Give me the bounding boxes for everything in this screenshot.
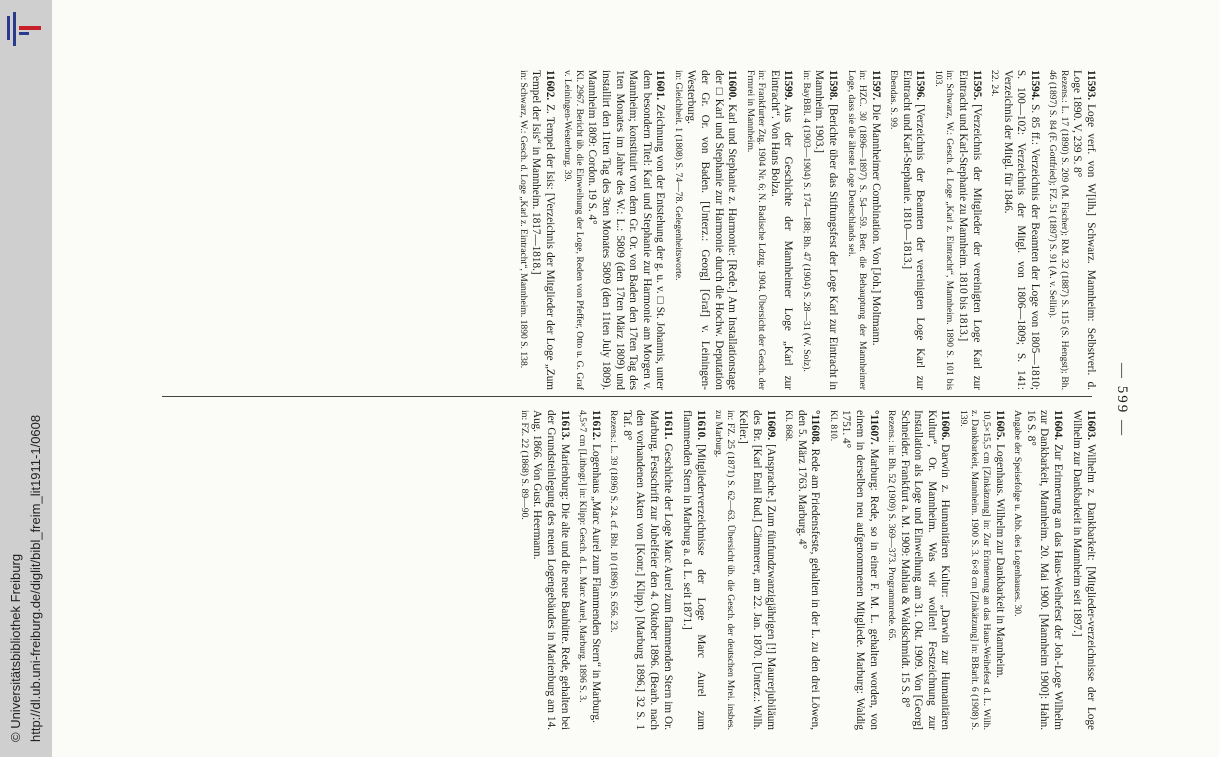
bibliography-entry — [957, 410, 1005, 730]
entry-text: [Verzeichnis der Mitglieder der vereinigten Loge Karl zur Eintracht und Karl-Stephanie zu Mannheim. 1810 bis 1813.] — [956, 70, 983, 390]
entry-text: Geschichte der Loge Marc Aurel zum flammenden Stern im Or. Marburg. Festschrift zur Jubelfeier den 4. Oktober 1896. (Bearb. nach den vorhandenen Akten von [Konr.] Klipp.) [Marburg 1896.] 32 S. 1 Taf. 8° — [620, 410, 674, 730]
bibliography-entry — [845, 70, 882, 390]
bibliography-entry — [713, 410, 777, 730]
entry-text: Marburg: Rede, so in einer F. M. L. gehalten worden, von einem in derselben neu aufgenommenen Mitgliede. Marburg: Waldig 1751. 4° — [840, 410, 880, 730]
entry-number: 11596. — [914, 70, 927, 101]
entry-text: Logenhaus. Wilhelm zur Dankbarkeit in Mannheim. — [993, 444, 1006, 679]
entry-note: in: Schwarz, W.: Gesch. d. Loge „Karl z. Eintracht“, Mannheim. 1890 S. 138. — [517, 70, 529, 369]
entry-text: Z. Tempel der Isis: [Verzeichnis der Mitglieder der Loge „Zum Tempel der Isis“ in Mannheim. 1817—1818.] — [530, 70, 556, 390]
bibliography-entry — [1070, 410, 1097, 730]
entry-number: 11595. — [970, 70, 983, 101]
bibliography-entry — [800, 70, 839, 390]
entry-text: Logenhaus „Marc Aurel zum Flammenden Stern“ in Marburg. — [589, 444, 602, 723]
entry-text: Zeichnung von der Entstehung der g. u. v. □ St. Johannis, unter dem besondern Titel: Karl und Stephanie zur Harmonie am Morgen v. Mannheim; konstituirt von dem Gr. Or. von Baden den 17ten Tag des 1ten Monates im Jahre des W.: L.: 5809 (den 17ten März 1809) und installirt den 11ten Tag des 3ten Monates 5809 (den 11ten July 1809). Mannheim 1809: Cordon. 19 S. 4° — [586, 70, 667, 390]
bibliography-entry — [608, 410, 674, 730]
scanned-page — [52, 0, 1219, 757]
entry-number: 11610. — [694, 410, 707, 441]
entry-note: Rezens.: L. 17 (1890) S. 209 (M. Fischer); RM. 32 (1887) S. 115 (S. Hengst); Bh. 46 (1897) S. 84 (F. Gottfried); FZ. 51 (1897) S. 91 (A. v. Sellin). — [1047, 70, 1070, 390]
bibliography-entry — [827, 410, 879, 730]
left-column — [511, 70, 1097, 390]
entry-number: 11600. — [726, 70, 739, 101]
entry-text: Karl und Stephanie z. Harmonie: [Rede.] Am Installationstage der □ Karl und Stephanie zur Harmonie durch die Hochw. Deputation der Gr. Or. von Baden. [Unterz.: Georg] [Graf] v. Leiningen-Westerburg. — [685, 70, 739, 390]
rotated-page-content — [102, 60, 1152, 740]
copyright-text: © Universitätsbibliothek Freiburg — [8, 553, 23, 742]
entry-note: in: Schwarz, W.: Gesch. d. Loge „Karl z. Eintracht“, Mannheim. 1890 S. 101 bis 103. — [932, 70, 956, 390]
entry-number: 11602. — [543, 70, 556, 101]
bibliography-entry — [783, 410, 822, 730]
entry-note: Rezens.: in: Bh. 52 (1909) S. 369—373. Programmrede. 65. — [886, 410, 898, 641]
entry-number: 11605. — [993, 410, 1006, 441]
bibliography-entry — [886, 410, 952, 730]
entry-note: 22. 24. — [989, 70, 1001, 97]
entry-number: 11604. — [1051, 410, 1064, 441]
entry-text: [Ansprache.] Zum fünfundzwanzigjährigen [!] Maurerjubiläum des Br. [Karl Emil Rud.] Cämmerer, am 22. Jan. 1870. [Unterz.: Wilh. Keller.] — [737, 410, 777, 730]
entry-note: Angabe der Speisefolge u. Abb. des Logenhauses. 30. — [1012, 410, 1024, 617]
entry-note: Kl. 2967. Bericht üb. die Einweihung der Loge, Reden von Pfeffer, Otto u. G. Graf v. Leiningen-Westerburg. 39. — [562, 70, 585, 390]
page-url-link[interactable]: http://dl.ub.uni-freiburg.de/diglit/bibl_freim_lit1911-1/0608 — [28, 414, 43, 742]
entry-text: [Verzeichnis der Beamten der vereinigten Loge Karl zur Eintracht und Karl-Stephanie. 1810—1813.] — [900, 70, 927, 390]
right-column — [512, 410, 1097, 730]
entry-number: °11607. — [867, 410, 880, 445]
bibliography-entry — [1012, 410, 1064, 730]
entry-note: in: BayBBl. 4 (1903—1904) S. 174—188; Bh. 47 (1904) S. 28—31 (W. Solz). — [800, 70, 812, 372]
entry-note: 4,5×7 cm [Lithogr.] in: Klipp: Gesch. d. L. Marc Aurel, Marburg. 1896 S. 3. — [577, 410, 589, 703]
entry-number: 11593. — [1085, 70, 1097, 101]
entry-text: [Berichte über das Stiftungsfest der Loge Karl zur Eintracht in Mannheim. 1903.] — [813, 70, 840, 390]
entry-text: Loge verf. von W[ilh.] Schwarz. Mannheim: Selbstverl. d. Loge 1890. V, 239 S. 8° — [1071, 70, 1097, 390]
entry-text: S. 85 ff.: Verzeichnis der Beamten der Loge von 1805—1810; S. 100—102: Verzeichnis der Mitgl. von 1806—1809; S. 141: Verzeichnis der Mitgl. für 1846. — [1001, 70, 1041, 390]
bibliography-entry — [744, 70, 794, 390]
entry-note: Ebendas. S. 99. — [888, 70, 900, 130]
entry-text: Darwin z. Humanitären Kultur: „Darwin zur Humanitären Kultur“, Or. Mannheim. Was wir wollen! Festzeichnung zur Installation als Loge und Einweihung am 31. Okt. 1909. Von [Georg] Schneider. Frankfurt a. M. 1909: Mahlau & Waldschmidt. 15 S. 8° — [898, 410, 952, 730]
entry-number: 11603. — [1085, 410, 1097, 441]
entry-number: 11606. — [939, 410, 952, 441]
bibliography-entry — [562, 70, 667, 390]
entry-text: Die Mannheimer Combination. Von [Joh.] Moltmann. — [869, 104, 882, 346]
bibliography-entry — [518, 410, 570, 730]
entry-number: 11609. — [764, 410, 777, 441]
entry-number: 11597. — [869, 70, 882, 101]
bibliography-entry — [989, 70, 1041, 390]
entry-note: in: HZC. 30 (1896—1897) S. 54—59. Betr. die Behauptung der Mannheimer Loge, dass sie die älteste Loge Deutschlands sei. — [845, 70, 869, 390]
entry-text: Zur Erinnerung an das Haus-Weihefest der Joh.-Loge Wilhelm zur Dankbarkeit, Mannheim. 20. Mai 1900. [Mannheim 1900]: Hahn. 16 S. 8° — [1024, 410, 1064, 730]
entry-number: 11613. — [558, 410, 571, 441]
bibliography-entry — [1047, 70, 1097, 390]
entry-number: 11599. — [782, 70, 795, 101]
entry-note: Kl. 810. — [827, 410, 839, 442]
bibliography-entry — [672, 70, 738, 390]
entry-note: Rezens.: L. 39 (1896) S. 24. cf. Bbl. 10 (1896) S. 656. 23. — [608, 410, 620, 633]
entry-text: [Mitgliederverzeichnisse der Loge Marc Aurel zum flammenden Stern in Marburg a. d. L. seit 1871.] — [681, 410, 707, 730]
bibliography-entry — [888, 70, 927, 390]
column-divider — [162, 396, 1092, 397]
entry-text: Wilhelm z. Dankbarkeit: [Mitglieder-verzeichnisse der Loge Wilhelm zur Dankbarkeit in Mannheim seit 1897.] — [1071, 410, 1097, 730]
page-header: — 599 — — [1114, 363, 1130, 437]
entry-note: in: FZ. 22 (1868) S. 89—90. — [518, 410, 530, 520]
entry-note: in: Frankfurter Ztg. 1904 Nr. 6; N. Badische Ldztg. 1904. Übersicht der Gesch. der Frmrei in Mannheim. — [744, 70, 768, 390]
entry-text: Marienburg: Die alte und die neue Bauhütte. Rede, gehalten bei der Grundsteinlegung des neuen Logengebäudes in Marienburg am 14. Aug. 1866. Von Gust. Heermann. — [531, 410, 571, 730]
bibliography-entry — [932, 70, 982, 390]
entry-note: 10,5×15,5 cm [Zinkätzung] in: Zur Erinnerung an das Haus-Weihefest d. L. Wilh. z. Dankbarkeit, Mannheim. 1900 S. 3. 6×8 cm [Zinkätzung] in: BBarlt. 6 (1908) S. 139. — [957, 410, 992, 730]
entry-note: Kl. 868. — [783, 410, 795, 442]
entry-number: 11601. — [654, 70, 667, 101]
entry-note: in: FZ. 25 (1871) S. 62—63. Übersicht üb. die Gesch. der deutschen Mrei. insbes. zu Marburg. — [713, 410, 736, 730]
entry-number: 11611. — [661, 410, 674, 440]
entry-text: Rede am Friedensfeste, gehalten in der L. zu den drei Löwen, den 5. März 1763. Marburg. 4° — [795, 410, 822, 730]
entry-number: °11608. — [809, 410, 822, 445]
bibliography-entry — [680, 410, 707, 730]
entry-number: 11612. — [589, 410, 602, 441]
entry-number: 11598. — [827, 70, 840, 101]
entry-number: 11594. — [1028, 70, 1041, 101]
entry-text: Aus der Geschichte der Mannheimer Loge „Karl zur Eintracht“. Von Hans Bolza. — [768, 70, 795, 390]
entry-note: in: Gleichheit. 1 (1808) S. 74—78. Gelegenheitsworte. — [672, 70, 684, 281]
viewer-sidebar — [0, 0, 52, 757]
bibliography-entry — [577, 410, 602, 730]
bibliography-entry — [517, 70, 556, 390]
